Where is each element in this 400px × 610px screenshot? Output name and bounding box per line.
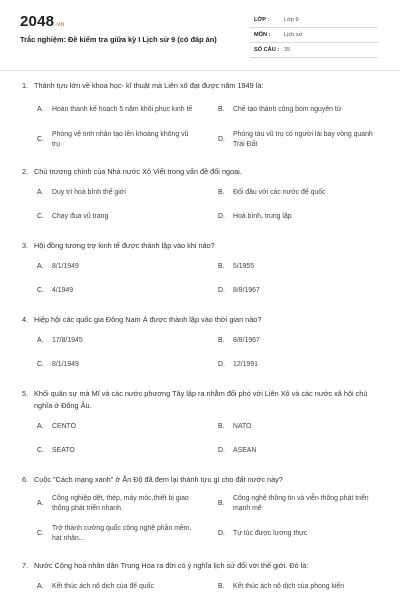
option-c[interactable] [20, 441, 201, 461]
option-letter: B. [218, 189, 225, 196]
option-d[interactable] [201, 355, 382, 375]
option-letter: A. [37, 337, 44, 344]
option-letter: C. [37, 447, 44, 454]
option-letter: A. [37, 423, 44, 430]
option-text: Kết thúc ách nô dịch của phong kiến [233, 583, 345, 590]
option-text: Đối đầu với các nước đế quốc [233, 189, 326, 196]
option-text: Hoàn thành kế hoạch 5 năm khôi phục kinh tế [52, 106, 193, 113]
question-text: Nước Cộng hoà nhân dân Trung Hoa ra đời có ý nghĩa lịch sử đối với thế giới. Đó là: [34, 561, 309, 570]
option-d[interactable] [201, 521, 382, 547]
question-text: Hội đồng tương trợ kinh tế được thành lập vào khi nào? [34, 241, 215, 250]
option-a[interactable] [20, 97, 201, 123]
option-text: NATO [233, 423, 252, 430]
option-letter: A. [37, 106, 44, 113]
option-b[interactable] [201, 97, 382, 123]
option-text: ASEAN [233, 447, 257, 454]
info-box [250, 13, 378, 58]
option-letter: C. [37, 136, 44, 143]
option-d[interactable] [201, 207, 382, 227]
option-letter: B. [218, 106, 225, 113]
option-text: 8/8/1967 [233, 337, 260, 344]
question-number: 5. [22, 389, 29, 398]
info-key: SỐ CÂU : [254, 47, 280, 53]
option-a[interactable] [20, 257, 201, 277]
option-text: 4/1949 [52, 287, 74, 294]
option-c[interactable] [20, 207, 201, 227]
site-logo[interactable] [20, 13, 64, 30]
option-letter: B. [218, 263, 225, 270]
option-a[interactable] [20, 491, 201, 517]
question-number: 3. [22, 241, 29, 250]
option-letter: D. [218, 213, 225, 220]
option-text: 8/1/1949 [52, 263, 79, 270]
option-letter: B. [218, 337, 225, 344]
option-a[interactable] [20, 417, 201, 437]
option-b[interactable] [201, 331, 382, 351]
option-text: Kết thúc ách nô dịch của đế quốc [52, 583, 154, 590]
question-text: Hiệp hội các quốc gia Đông Nam Á được thành lập vào thời gian nào? [34, 315, 262, 324]
question-7 [20, 560, 382, 601]
option-text: Tự túc được lương thực [233, 530, 308, 537]
option-text: 8/1/1949 [52, 361, 79, 368]
option-b[interactable] [201, 257, 382, 277]
question-list [20, 80, 382, 610]
option-letter: C. [37, 530, 44, 537]
option-letter: B. [218, 423, 225, 430]
option-text: Trở thành cường quốc công nghệ phần mềm, hạt nhân... [52, 525, 192, 542]
option-a[interactable] [20, 331, 201, 351]
info-value: Lịch sử [284, 32, 303, 38]
option-letter: B. [218, 500, 225, 507]
option-c[interactable] [20, 281, 201, 301]
option-letter: B. [218, 583, 225, 590]
option-text: Công nghiệp dệt, thép, máy móc,thiết bị giao thông phát triển nhanh. [52, 495, 189, 512]
question-number: 1. [22, 81, 29, 90]
option-a[interactable] [20, 183, 201, 203]
option-letter: A. [37, 583, 44, 590]
question-3 [20, 240, 382, 305]
option-b[interactable] [201, 183, 382, 203]
option-c[interactable] [20, 521, 201, 547]
question-text: Cuộc "Cách mạng xanh" ở Ấn Độ đã đem lại thành tựu gì cho đất nước này? [34, 475, 283, 484]
question-text: Khối quân sự mà Mĩ và các nước phương Tây lập ra nhằm đối phó với Liên Xô và các nước xã hội chủ nghĩa ở Đông Âu. [34, 389, 368, 410]
option-b[interactable] [201, 491, 382, 517]
question-5 [20, 388, 382, 465]
info-key: MÔN : [254, 32, 271, 38]
option-letter: D. [218, 447, 225, 454]
option-text: 17/8/1945 [52, 337, 83, 344]
option-a[interactable] [20, 577, 201, 597]
option-text: Hoà bình, trung lập [233, 213, 292, 220]
info-row-class [250, 13, 378, 28]
option-text: 5/1955 [233, 263, 255, 270]
option-letter: A. [37, 189, 44, 196]
option-text: 8/8/1967 [233, 287, 260, 294]
info-row-count [250, 43, 378, 58]
option-letter: C. [37, 213, 44, 220]
option-letter: A. [37, 500, 44, 507]
option-letter: D. [218, 136, 225, 143]
question-text: Thành tựu lớn về khoa học- kĩ thuật mà Liên xô đạt được năm 1949 là: [34, 81, 264, 90]
header [0, 0, 400, 70]
logo-suffix: .vn [55, 22, 65, 28]
option-d[interactable] [201, 127, 382, 153]
option-c[interactable] [20, 127, 201, 153]
question-6 [20, 474, 382, 551]
option-text: Phóng vệ tinh nhân tạo lên khoảng không vũ trụ [52, 131, 189, 148]
option-b[interactable] [201, 417, 382, 437]
option-text: CENTO [52, 423, 76, 430]
question-number: 7. [22, 561, 29, 570]
option-b[interactable] [201, 577, 382, 597]
option-text: Công nghệ thông tin và viễn thông phát triển mạnh mẽ [233, 495, 369, 512]
question-number: 2. [22, 167, 29, 176]
info-value: Lớp 9 [284, 17, 299, 23]
option-text: SEATO [52, 447, 75, 454]
question-2 [20, 166, 382, 231]
option-letter: C. [37, 287, 44, 294]
option-text: Chạy đua vũ trang [52, 213, 109, 220]
info-value: 35 [284, 47, 291, 53]
option-text: 12/1991 [233, 361, 258, 368]
option-d[interactable] [201, 281, 382, 301]
header-divider [0, 70, 400, 71]
option-text: Phóng tàu vũ trụ có người lái bay vòng quanh Trái Đất [233, 131, 373, 148]
option-text: Duy trì hoà bình thế giới [52, 189, 126, 196]
option-letter: D. [218, 287, 225, 294]
option-d[interactable] [201, 441, 382, 461]
question-4 [20, 314, 382, 379]
info-key: LỚP : [254, 17, 270, 23]
question-number: 4. [22, 315, 29, 324]
question-number: 6. [22, 475, 29, 484]
option-letter: C. [37, 361, 44, 368]
page-title: Trắc nghiệm: Đề kiểm tra giữa kỳ I Lịch sử 9 (có đáp án) [20, 35, 217, 44]
option-letter: A. [37, 263, 44, 270]
option-letter: D. [218, 530, 225, 537]
logo-main: 2048 [20, 13, 55, 30]
question-text: Chủ trương chính của Nhà nước Xô Viết trong vấn đề đối ngoại. [34, 167, 242, 176]
option-text: Chế tạo thành công bom nguyên tử [233, 106, 342, 113]
option-c[interactable] [20, 355, 201, 375]
option-letter: D. [218, 361, 225, 368]
question-1 [20, 80, 382, 157]
info-row-subject [250, 28, 378, 43]
